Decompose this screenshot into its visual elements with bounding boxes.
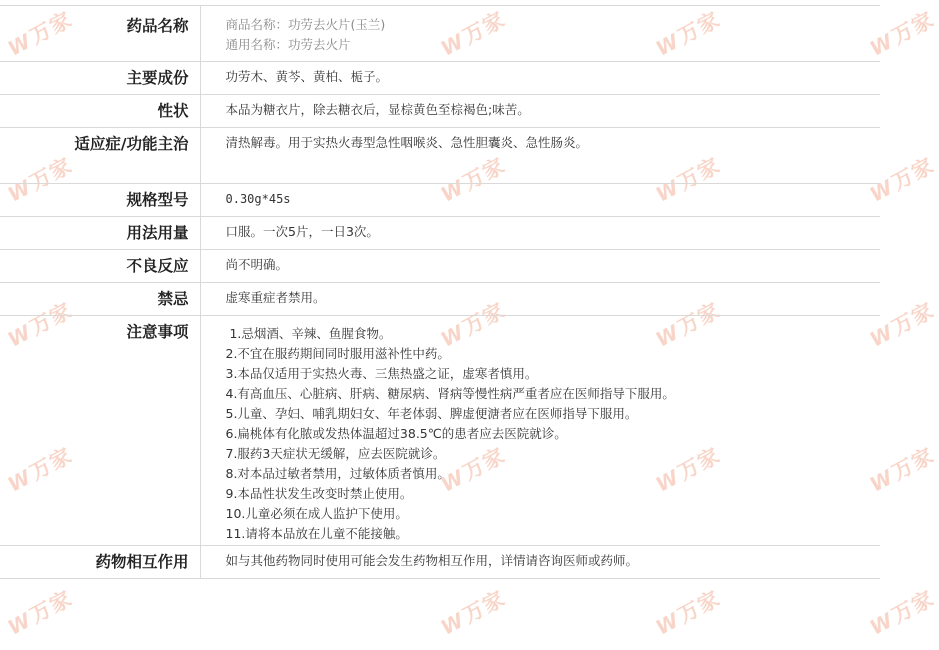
watermark-logo: W万家 <box>651 153 725 207</box>
list-item: 11.请将本品放在儿童不能接触。 <box>225 526 408 541</box>
list-item: 7.服药3天症状无缓解，应去医院就诊。 <box>225 446 446 461</box>
watermark-logo: W万家 <box>436 7 510 61</box>
list-item: 5.儿童、孕妇、哺乳期妇女、年老体弱、脾虚便溏者应在医师指导下服用。 <box>225 406 638 421</box>
label-contraindications: 禁忌 <box>0 283 200 316</box>
drug-spec-table <box>0 5 880 579</box>
watermark-logo: W万家 <box>651 586 725 640</box>
common-name-value: 功劳去火片 <box>288 37 351 52</box>
row-appearance <box>0 95 880 128</box>
label-adverse-reactions: 不良反应 <box>0 250 200 283</box>
value-dosage: 口服。一次5片，一日3次。 <box>200 217 880 250</box>
label-precautions: 注意事项 <box>0 316 200 546</box>
value-ingredients: 功劳木、黄芩、黄柏、栀子。 <box>200 62 880 95</box>
list-item: 8.对本品过敏者禁用，过敏体质者慎用。 <box>225 466 450 481</box>
common-name-label: 通用名称： <box>225 37 289 52</box>
list-item: 6.扁桃体有化脓或发热体温超过38.5℃的患者应去医院就诊。 <box>225 426 567 441</box>
value-spec: 0.30g*45s <box>200 184 880 217</box>
value-drug-interactions: 如与其他药物同时使用可能会发生药物相互作用，详情请咨询医师或药师。 <box>200 546 880 579</box>
value-drug-name <box>200 6 880 62</box>
list-item: 9.本品性状发生改变时禁止使用。 <box>225 486 413 501</box>
watermark-logo: W万家 <box>3 7 77 61</box>
watermark-logo: W万家 <box>436 153 510 207</box>
list-item: 3.本品仅适用于实热火毒、三焦热盛之证，虚寒者慎用。 <box>225 366 538 381</box>
watermark-logo: W万家 <box>865 153 939 207</box>
row-indications <box>0 128 880 184</box>
watermark-logo: W万家 <box>865 298 939 352</box>
trade-name-value: 功劳去火片(玉兰) <box>288 17 386 32</box>
watermark-logo: W万家 <box>436 443 510 497</box>
watermark-logo: W万家 <box>865 443 939 497</box>
value-appearance: 本品为糖衣片，除去糖衣后，显棕黄色至棕褐色;味苦。 <box>200 95 880 128</box>
row-drug-name <box>0 6 880 62</box>
label-ingredients: 主要成份 <box>0 62 200 95</box>
watermark-logo: W万家 <box>3 153 77 207</box>
label-indications: 适应症/功能主治 <box>0 128 200 184</box>
watermark-logo: W万家 <box>651 443 725 497</box>
watermark-logo: W万家 <box>3 298 77 352</box>
watermark-logo: W万家 <box>651 7 725 61</box>
watermark-logo: W万家 <box>865 7 939 61</box>
value-precautions <box>200 316 880 546</box>
row-drug-interactions <box>0 546 880 579</box>
watermark-logo: W万家 <box>3 443 77 497</box>
value-contraindications: 虚寒重症者禁用。 <box>200 283 880 316</box>
value-indications: 清热解毒。用于实热火毒型急性咽喉炎、急性胆囊炎、急性肠炎。 <box>200 128 880 184</box>
label-dosage: 用法用量 <box>0 217 200 250</box>
label-appearance: 性状 <box>0 95 200 128</box>
row-adverse-reactions <box>0 250 880 283</box>
watermark-logo: W万家 <box>436 586 510 640</box>
value-adverse-reactions: 尚不明确。 <box>200 250 880 283</box>
trade-name-line <box>226 15 881 35</box>
list-item: 1.忌烟酒、辛辣、鱼腥食物。 <box>225 326 392 341</box>
precautions-list <box>226 324 881 544</box>
watermark-logo: W万家 <box>436 298 510 352</box>
row-ingredients <box>0 62 880 95</box>
common-name-line <box>226 35 881 55</box>
watermark-logo: W万家 <box>651 298 725 352</box>
trade-name-label: 商品名称： <box>225 17 289 32</box>
list-item: 4.有高血压、心脏病、肝病、糖尿病、肾病等慢性病严重者应在医师指导下服用。 <box>225 386 675 401</box>
watermark-logo: W万家 <box>865 586 939 640</box>
watermark-logo: W万家 <box>3 586 77 640</box>
label-spec: 规格型号 <box>0 184 200 217</box>
list-item: 10.儿童必须在成人监护下使用。 <box>225 506 408 521</box>
row-spec <box>0 184 880 217</box>
row-dosage <box>0 217 880 250</box>
row-contraindications <box>0 283 880 316</box>
list-item: 2.不宜在服药期间同时服用滋补性中药。 <box>225 346 450 361</box>
label-drug-name: 药品名称 <box>0 6 200 62</box>
label-drug-interactions: 药物相互作用 <box>0 546 200 579</box>
row-precautions <box>0 316 880 546</box>
